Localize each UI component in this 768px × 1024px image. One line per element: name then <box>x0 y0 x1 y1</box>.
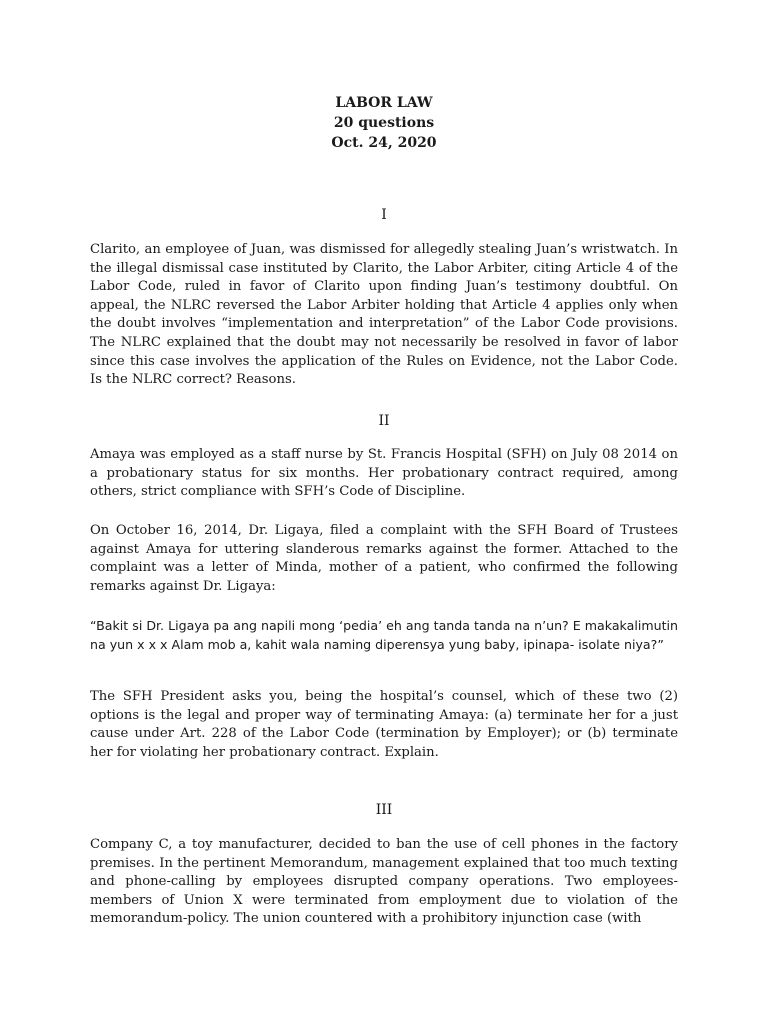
document-date: Oct. 24, 2020 <box>331 135 437 151</box>
question-2-paragraph-1: Amaya was employed as a staff nurse by St. Francis Hospital (SFH) on July 08 2014 on a probationary status for six months. Her probationary contract required, among others, strict compliance with SFH’s Code of Discipline. <box>90 447 678 500</box>
document-title: LABOR LAW <box>335 95 433 111</box>
document-subtitle: 20 questions <box>333 115 435 131</box>
question-3-text: Company C, a toy manufacturer, decided to ban the use of cell phones in the factory premises. In the pertinent Memorandum, management explained that too much texting and phone-calling by employees disrupted company operations. Two employees-members of Union X were terminated from employment due to violation of the memorandum-policy. The union countered with a prohibitory injunction case (with <box>90 837 678 927</box>
question-2-paragraph-4: The SFH President asks you, being the hospital’s counsel, which of these two (2) options is the legal and proper way of terminating Amaya: (a) terminate her for a just cause under Art. 228 of the Labor Code (termination by Employer); or (b) terminate her for violating her probationary contract. Explain. <box>90 689 678 760</box>
question-2-paragraph-2: On October 16, 2014, Dr. Ligaya, filed a complaint with the SFH Board of Trustees against Amaya for uttering slanderous remarks against the former. Attached to the complaint was a letter of Minda, mother of a patient, who confirmed the following remarks against Dr. Ligaya: <box>90 523 678 594</box>
section-numeral-ii: II <box>378 413 390 429</box>
question-2-quoted-remarks: “Bakit si Dr. Ligaya pa ang napili mong ‘pedia’ eh ang tanda tanda na n’un? E makakalimutin na yun x x x Alam mob a, kahit wala naming diperensya yung baby, ipinapa- isolate niya?” <box>90 618 678 652</box>
section-numeral-i: I <box>381 207 387 223</box>
section-numeral-iii: III <box>375 802 393 818</box>
question-1-text: Clarito, an employee of Juan, was dismissed for allegedly stealing Juan’s wristwatch. In the illegal dismissal case instituted by Clarito, the Labor Arbiter, citing Article 4 of the Labor Code, ruled in favor of Clarito upon finding Juan’s testimony doubtful. On appeal, the NLRC reversed the Labor Arbiter holding that Article 4 applies only when the doubt involves “implementation and interpretation” of the Labor Code provisions. The NLRC explained that the doubt may not necessarily be resolved in favor of labor since this case involves the application of the Rules on Evidence, not the Labor Code. Is the NLRC correct? Reasons. <box>90 242 678 388</box>
document-header <box>0 93 768 153</box>
